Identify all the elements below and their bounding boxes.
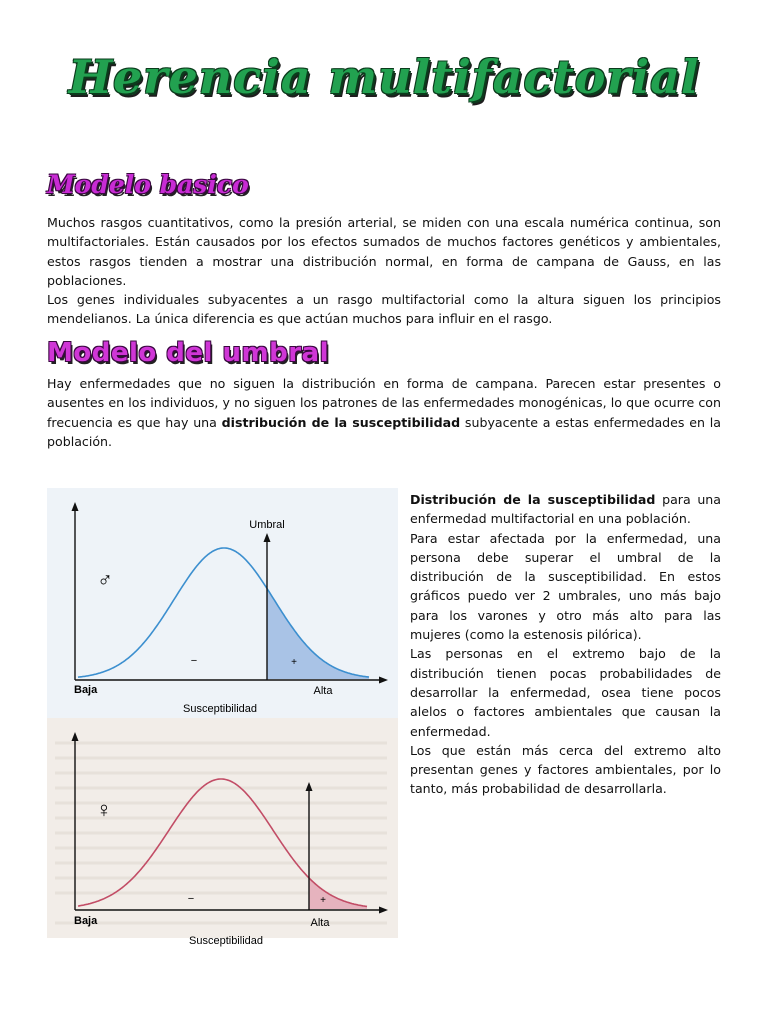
side-p1-rest: para una enfermedad multifactorial en una población.: [410, 492, 722, 527]
side-paragraph-1: [410, 490, 721, 529]
figure-female-susceptibility: [47, 718, 398, 947]
section-heading-modelo-umbral: Modelo del umbral: [47, 338, 330, 368]
side-p1-bold: Distribución de la susceptibilidad: [410, 492, 656, 507]
male-threshold-label: Umbral: [249, 519, 285, 531]
side-paragraph-2: Para estar afectada por la enfermedad, una persona debe superar el umbral de la distribución de la susceptibilidad. En estos gráficos puedo ver 2 umbrales, uno más bajo para los varones y otro más alto para las mujeres (como la estenosis pilórica).: [410, 530, 721, 643]
umbral-text-after: subyacente a estas enfermedades en la población.: [47, 414, 721, 449]
umbral-text-before: Hay enfermedades que no siguen la distribución en forma de campana. Parecen estar presentes o ausentes en los individuos, y no siguen los patrones de las enfermedades monogénicas, lo que ocurre con frecuencia es que hay una: [47, 376, 721, 430]
male-low-label: Baja: [74, 684, 98, 696]
male-plus-sign: +: [291, 657, 297, 668]
paragraph-enfermedades-umbral: [47, 374, 721, 451]
paragraph-genes-individuales: Los genes individuales subyacentes a un rasgo multifactorial como la altura siguen los principios mendelianos. La única diferencia es que actúan muchos para influir en el rasgo.: [47, 292, 721, 327]
male-minus-sign: −: [190, 655, 198, 667]
female-symbol: ♀: [95, 797, 113, 822]
side-paragraph-3: Las personas en el extremo bajo de la distribución tienen pocas probabilidades de desarrollar la enfermedad, osea tiene pocos alelos o factores ambientales que causan la enfermedad.: [410, 646, 721, 739]
female-plus-sign: +: [320, 895, 326, 906]
section-heading-modelo-basico: Modelo basico: [47, 170, 249, 199]
page-title: Herencia multifactorial: [68, 50, 700, 104]
female-high-label: Alta: [310, 917, 330, 929]
female-minus-sign: −: [187, 893, 195, 905]
sidebar-explanation: [410, 490, 721, 799]
figure-male-susceptibility: [47, 488, 398, 718]
female-low-label: Baja: [74, 915, 98, 927]
umbral-text-bold: distribución de la susceptibilidad: [221, 414, 461, 430]
side-paragraph-4: Los que están más cerca del extremo alto presentan genes y factores ambientales, por lo tanto, más probabilidad de desarrollarla.: [410, 742, 721, 797]
section-basico-text: [47, 213, 721, 329]
male-symbol: ♂: [97, 569, 113, 592]
male-high-label: Alta: [313, 685, 333, 697]
female-axis-label: Susceptibilidad: [189, 935, 263, 947]
male-axis-label: Susceptibilidad: [183, 703, 257, 715]
paragraph-rasgos-cuantitativos: Muchos rasgos cuantitativos, como la presión arterial, se miden con una escala numérica continua, son multifactoriales. Están causados por los efectos sumados de muchos factores genéticos y ambientales, estos rasgos tienden a mostrar una distribución normal, en forma de campana de Gauss, en las poblaciones.: [47, 215, 721, 288]
